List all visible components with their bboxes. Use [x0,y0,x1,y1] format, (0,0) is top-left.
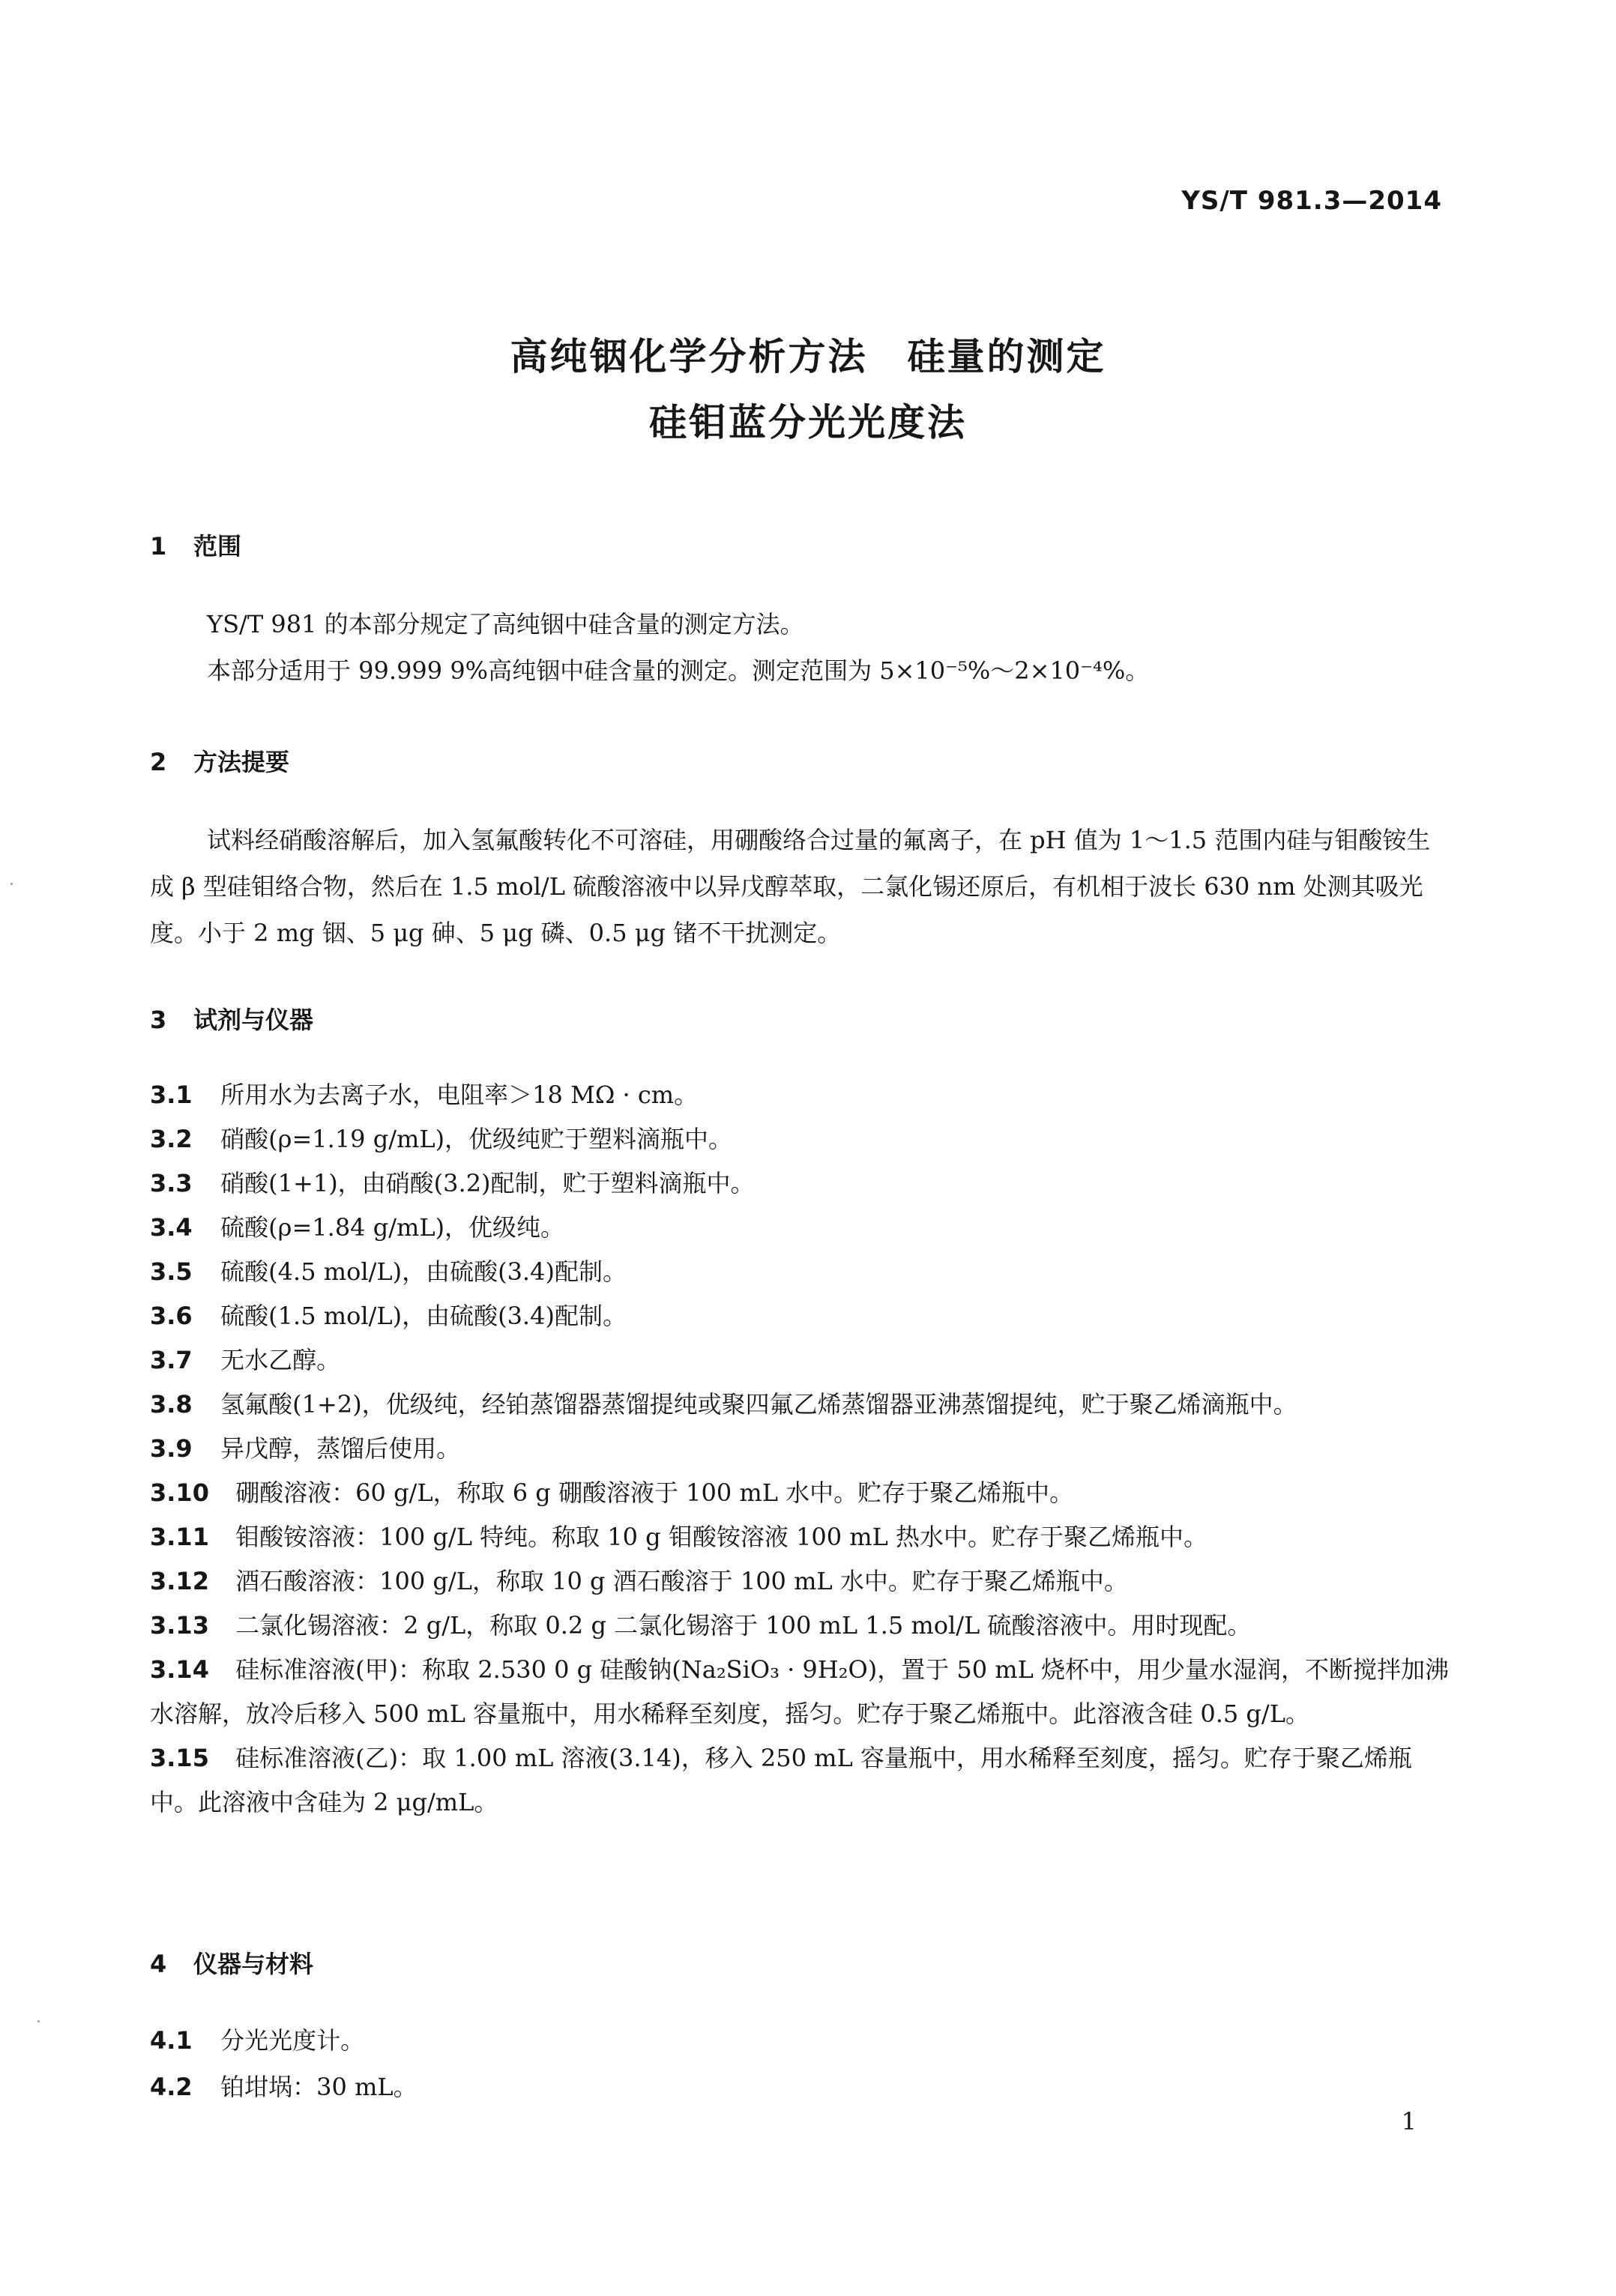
list-item [150,1294,1454,1338]
item-text: 二氯化锡溶液：2 g/L，称取 0.2 g 二氯化锡溶于 100 mL 1.5 mol/L 硫酸溶液中。用时现配。 [235,1611,1252,1640]
section-2-body: 试料经硝酸溶解后，加入氢氟酸转化不可溶硅，用硼酸络合过量的氟离子，在 pH 值为 1～1.5 范围内硅与钼酸铵生成 β 型硅钼络合物，然后在 1.5 mol/L 硫酸溶液中以异戊醇萃取，二氯化锡还原后，有机相于波长 630 nm 处测其吸光度。小于 2 mg 铟、5 μg 砷、5 μg 磷、0.5 μg 锗不干扰测定。 [150,826,1431,947]
item-number: 3.2 [150,1125,193,1153]
item-number: 3.3 [150,1169,193,1197]
list-item [150,1206,1454,1250]
list-item [150,1427,1454,1471]
item-text: 分光光度计。 [220,2026,365,2055]
section-4-list [150,2017,1454,2110]
list-item [150,1338,1454,1383]
section-title: 范围 [193,532,242,561]
item-number: 3.4 [150,1213,193,1242]
item-text: 异戊醇，蒸馏后使用。 [220,1434,461,1463]
item-text: 硝酸(1+1)，由硝酸(3.2)配制，贮于塑料滴瓶中。 [220,1169,755,1197]
list-item [150,1515,1454,1559]
item-number: 3.11 [150,1523,209,1551]
section-1-body [150,601,1454,694]
paragraph-line: 本部分适用于 99.999 9%高纯铟中硅含量的测定。测定范围为 5×10⁻⁵%～2×10⁻⁴%。 [207,656,1150,685]
item-text: 氢氟酸(1+2)，优级纯，经铂蒸馏器蒸馏提纯或聚四氟乙烯蒸馏器亚沸蒸馏提纯，贮于聚乙烯滴瓶中。 [220,1390,1297,1419]
item-text: 硅标准溶液(甲)：称取 2.530 0 g 硅酸钠(Na₂SiO₃ · 9H₂O)，置于 50 mL 烧杯中，用少量水湿润，不断搅拌加沸水溶解，放冷后移入 500 mL 容量瓶中，用水稀释至刻度，摇匀。贮存于聚乙烯瓶中。此溶液含硅 0.5 g/L。 [150,1655,1450,1728]
section-3-list [150,1073,1454,1825]
list-item [150,1736,1454,1825]
list-item [150,1250,1454,1294]
section-3-heading [150,1001,313,1036]
item-text: 所用水为去离子水，电阻率＞18 MΩ · cm。 [220,1081,699,1109]
item-text: 硅标准溶液(乙)：取 1.00 mL 溶液(3.14)，移入 250 mL 容量瓶中，用水稀释至刻度，摇匀。贮存于聚乙烯瓶中。此溶液中含硅为 2 μg/mL。 [150,1744,1412,1816]
list-item [150,1161,1454,1206]
list-item [150,1471,1454,1515]
item-number: 3.8 [150,1390,193,1419]
list-item [150,1648,1454,1736]
list-item [150,1383,1454,1427]
paragraph-line: YS/T 981 的本部分规定了高纯铟中硅含量的测定方法。 [207,610,804,638]
item-number: 3.14 [150,1655,209,1684]
item-number: 4.2 [150,2073,193,2101]
item-number: 3.13 [150,1611,209,1640]
item-text: 无水乙醇。 [220,1346,341,1374]
scan-speck [37,2020,40,2022]
list-item [150,1073,1454,1117]
section-title: 试剂与仪器 [193,1006,314,1034]
section-number: 3 [150,1006,167,1034]
section-number: 1 [150,532,167,561]
section-number: 2 [150,748,167,776]
item-text: 硫酸(4.5 mol/L)，由硫酸(3.4)配制。 [220,1257,627,1286]
list-item [150,1559,1454,1604]
standard-code: YS/T 981.3—2014 [1181,186,1442,216]
list-item [150,1604,1454,1648]
item-text: 酒石酸溶液：100 g/L，称取 10 g 酒石酸溶于 100 mL 水中。贮存于聚乙烯瓶中。 [235,1567,1128,1595]
item-number: 3.15 [150,1744,209,1772]
section-4-heading [150,1945,313,1980]
page-number: 1 [1401,2107,1417,2136]
item-text: 硫酸(ρ=1.84 g/mL)，优级纯。 [220,1213,565,1242]
item-number: 3.12 [150,1567,209,1595]
list-item [150,2064,1454,2110]
item-text: 硼酸溶液：60 g/L，称取 6 g 硼酸溶液于 100 mL 水中。贮存于聚乙烯瓶中。 [235,1478,1074,1507]
item-text: 硫酸(1.5 mol/L)，由硫酸(3.4)配制。 [220,1302,627,1330]
item-text: 铂坩埚：30 mL。 [220,2073,417,2101]
section-2-heading [150,743,289,778]
item-number: 4.1 [150,2026,193,2055]
section-1-heading [150,528,241,562]
item-number: 3.5 [150,1257,193,1286]
list-item [150,2017,1454,2064]
item-number: 3.9 [150,1434,193,1463]
document-title-line-1: 高纯铟化学分析方法 硅量的测定 [510,335,1106,378]
list-item [150,1117,1454,1161]
item-number: 3.10 [150,1478,209,1507]
section-number: 4 [150,1950,167,1978]
section-title: 方法提要 [193,748,290,776]
item-number: 3.6 [150,1302,193,1330]
item-number: 3.7 [150,1346,193,1374]
scan-speck [10,883,13,885]
item-text: 钼酸铵溶液：100 g/L 特纯。称取 10 g 钼酸铵溶液 100 mL 热水中。贮存于聚乙烯瓶中。 [235,1523,1208,1551]
document-title-line-2: 硅钼蓝分光光度法 [649,401,967,444]
item-text: 硝酸(ρ=1.19 g/mL)，优级纯贮于塑料滴瓶中。 [220,1125,733,1153]
item-number: 3.1 [150,1081,193,1109]
section-title: 仪器与材料 [193,1950,314,1978]
